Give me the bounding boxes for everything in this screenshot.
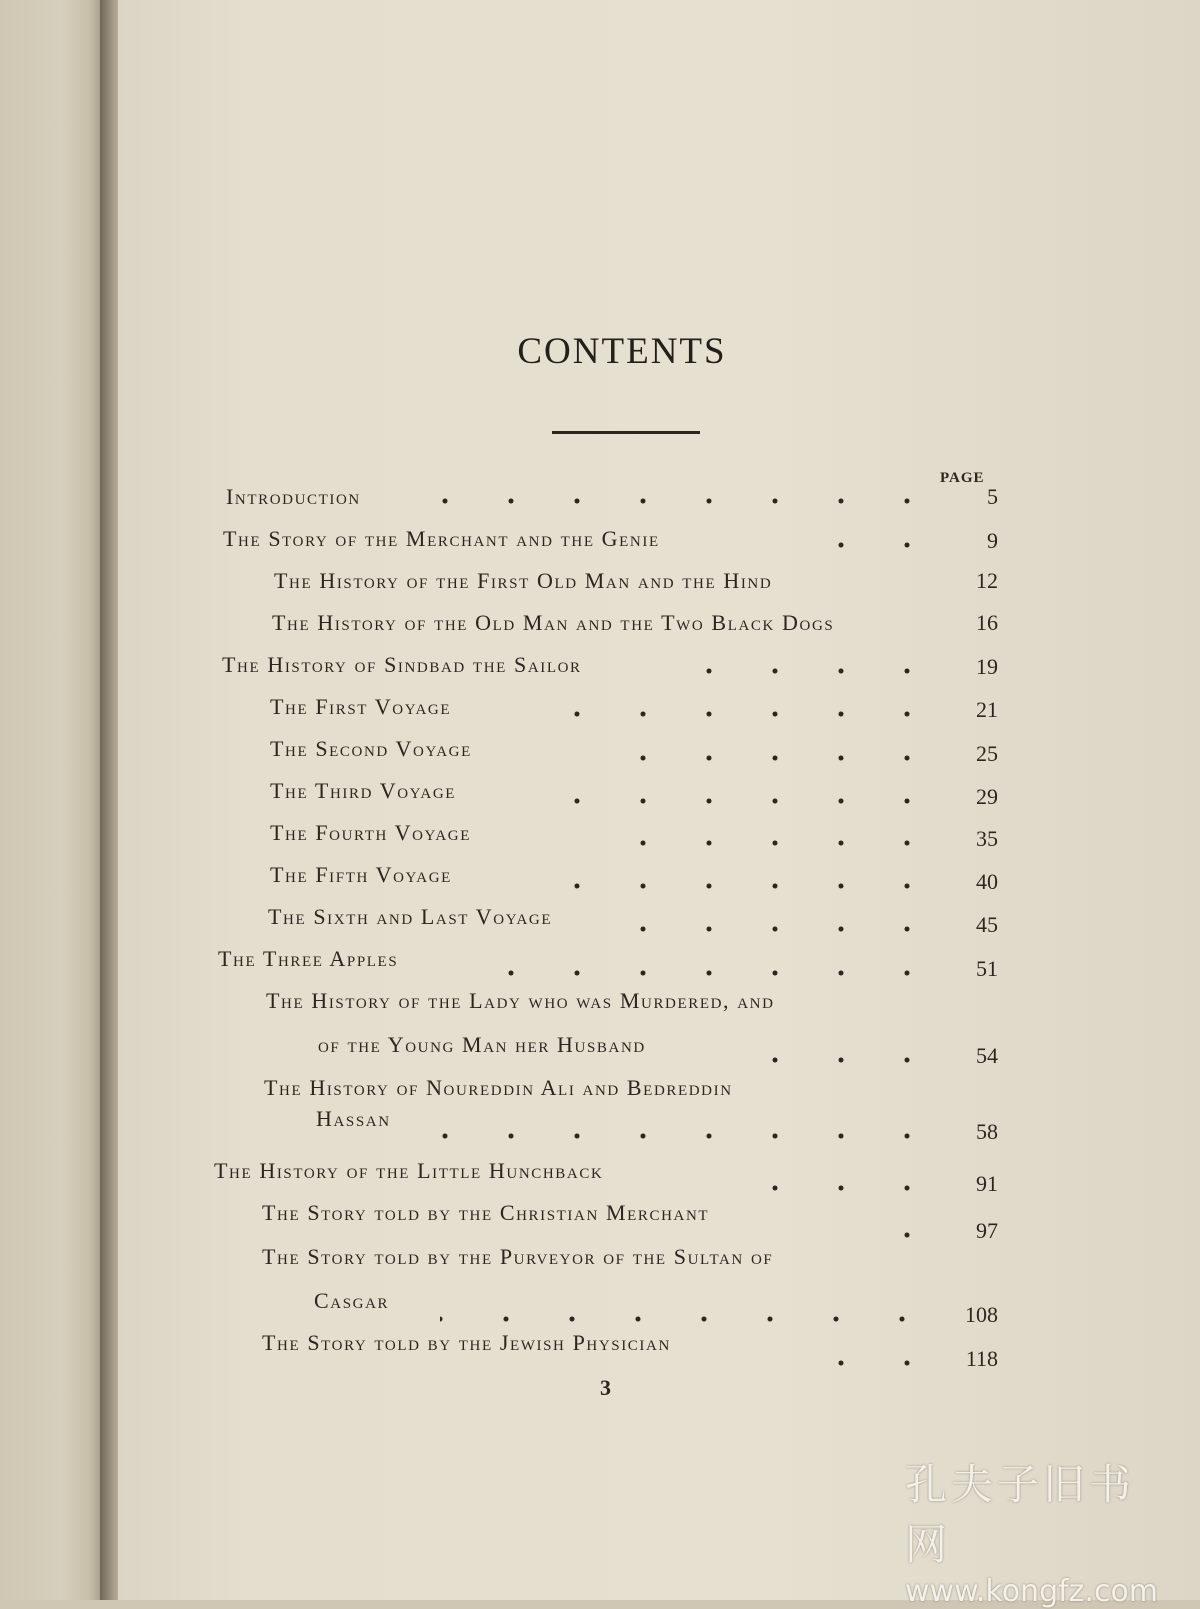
watermark-chinese: 孔夫子旧书网 [905, 1460, 1136, 1569]
left-page-edge [0, 0, 112, 1600]
toc-page-number: 118 [965, 1346, 998, 1371]
toc-entry-title: The Story told by the Jewish Physician [262, 1330, 671, 1355]
watermark-url: www.kongfz.com [905, 1574, 1159, 1609]
toc-page-number: 51 [976, 956, 998, 981]
toc-dot-leader [440, 1314, 935, 1324]
toc-page-number: 58 [976, 1119, 998, 1144]
toc-page-number: 54 [976, 1043, 998, 1068]
toc-entry-title: The First Voyage [270, 694, 452, 719]
toc-page-number: 21 [976, 697, 998, 722]
toc-entry-title: The Second Voyage [270, 736, 472, 761]
toc-dot-leader [515, 881, 940, 891]
toc-entry-title: The Story of the Merchant and the Genie [223, 526, 660, 551]
toc-entry-title: Hassan [316, 1106, 391, 1131]
toc-entry-title: The History of Noureddin Ali and Bedreddin [264, 1075, 733, 1100]
toc-dot-leader [515, 796, 940, 806]
toc-entry-title: The Third Voyage [270, 778, 457, 803]
toc-entry-title: The History of the Old Man and the Two Black Dogs [272, 610, 835, 635]
toc-page-number: 5 [987, 484, 998, 509]
toc-entry-title: The Fifth Voyage [270, 862, 452, 887]
toc-entry-title: The History of the Little Hunchback [214, 1158, 604, 1183]
title-rule [552, 431, 700, 434]
toc-dot-leader [845, 1230, 940, 1240]
contents-page [118, 0, 1200, 1600]
toc-entry-title: The History of Sindbad the Sailor [222, 652, 582, 677]
toc-entry-title: Casgar [314, 1288, 390, 1313]
toc-dot-leader [440, 1131, 940, 1141]
toc-entry-title: Introduction [226, 484, 361, 509]
toc-page-number: 40 [976, 869, 998, 894]
toc-dot-leader [720, 1183, 940, 1193]
toc-dot-leader [830, 1358, 940, 1368]
toc-entry-title: of the Young Man her Husband [318, 1032, 646, 1057]
toc-dot-leader [770, 1055, 940, 1065]
toc-entry-title: The History of the First Old Man and the Hind [274, 568, 773, 593]
page-title: CONTENTS [517, 331, 727, 372]
toc-entry-title: The Fourth Voyage [270, 820, 471, 845]
toc-page-number: 108 [965, 1302, 998, 1327]
toc-page-number: 12 [976, 568, 998, 593]
toc-dot-leader [580, 838, 940, 848]
toc-page-number: 29 [976, 784, 998, 809]
toc-page-number: 9 [987, 528, 998, 553]
toc-dot-leader [680, 666, 940, 676]
toc-dot-leader [460, 968, 940, 978]
toc-page-number: 25 [976, 741, 998, 766]
toc-dot-leader [410, 496, 940, 506]
toc-entry-title: The Story told by the Purveyor of the Sultan of [262, 1244, 774, 1269]
watermark [905, 1452, 1165, 1609]
toc-entry-title: The Story told by the Christian Merchant [262, 1200, 710, 1225]
page-folio: 3 [600, 1375, 611, 1400]
toc-entry-title: The History of the Lady who was Murdered, and [266, 988, 775, 1013]
toc-dot-leader [640, 924, 940, 934]
toc-page-number: 91 [976, 1171, 998, 1196]
toc-entry-title: The Sixth and Last Voyage [268, 904, 553, 929]
toc-page-number: 16 [976, 610, 998, 635]
toc-dot-leader [515, 709, 940, 719]
toc-entry-title: The Three Apples [218, 946, 399, 971]
toc-page-number: 19 [976, 654, 998, 679]
toc-page-number: 45 [976, 912, 998, 937]
toc-page-number: 35 [976, 826, 998, 851]
toc-dot-leader [580, 753, 940, 763]
toc-dot-leader [785, 540, 940, 550]
page-column-label: PAGE [940, 470, 985, 486]
toc-page-number: 97 [976, 1218, 998, 1243]
